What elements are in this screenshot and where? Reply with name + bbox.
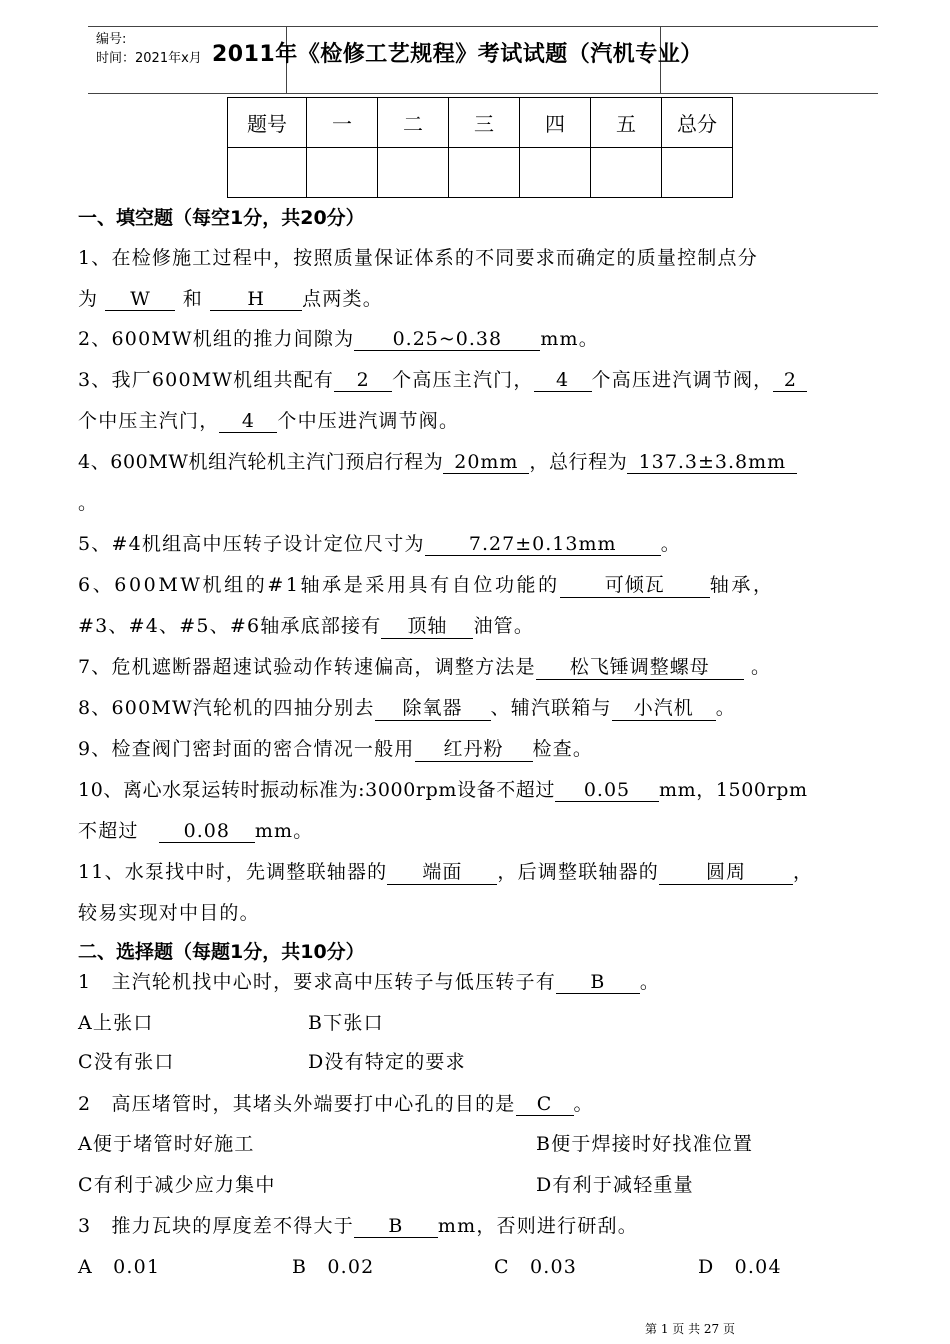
answer-blank: B [354,1215,438,1238]
document-title: 2011年《检修工艺规程》考试试题（汽机专业） [212,42,703,67]
score-header-cell: 五 [591,98,662,148]
answer-blank: 20mm [443,451,529,474]
answer-blank: B [556,971,640,994]
score-cell[interactable] [520,148,591,198]
score-cell[interactable] [662,148,733,198]
answer-blank: 圆周 [659,857,793,885]
choice-question-1: 1 主汽轮机找中心时，要求高中压转子与低压转子有 B 。 [78,971,661,993]
answer-blank: 4 [219,410,277,433]
score-table [227,97,733,198]
header-code-label: 编号: [96,32,127,47]
score-cell[interactable] [591,148,662,198]
answer-blank: 红丹粉 [415,734,533,762]
score-header-cell: 总分 [662,98,733,148]
score-cell[interactable] [307,148,378,198]
answer-blank: 除氧器 [375,693,491,721]
score-cell[interactable] [228,148,307,198]
choice-option: A上张口 [78,1012,154,1034]
answer-blank: W [105,288,175,311]
header-top-rule [88,26,878,27]
score-header-cell: 二 [378,98,449,148]
answer-blank: 松飞锤调整螺母 [536,652,744,680]
answer-blank: 顶轴 [381,611,473,639]
choice-option: D有利于减轻重量 [536,1174,694,1196]
question-9: 9、检查阀门密封面的密合情况一般用 红丹粉 检查。 [78,734,593,762]
question-5: 5、#4机组高中压转子设计定位尺寸为 7.27±0.13mm 。 [78,533,681,555]
question-1-line2: 为 W 和 H 点两类。 [78,288,383,310]
question-7: 7、危机遮断器超速试验动作转速偏高，调整方法是 松飞锤调整螺母 。 [78,652,771,680]
answer-blank: 0.08 [159,820,255,843]
score-cell[interactable] [449,148,520,198]
question-6-line2: #3、#4、#5、#6轴承底部接有 顶轴 油管。 [78,611,534,639]
page-number: 第 1 页 共 27 页 [645,1322,735,1336]
choice-option: B 0.02 [292,1256,375,1278]
section2-title: 二、选择题（每题1分，共10分） [78,941,365,963]
answer-blank: 2 [334,369,392,392]
answer-blank: 137.3±3.8mm [627,451,797,474]
score-cell[interactable] [378,148,449,198]
choice-option: C有利于减少应力集中 [78,1174,276,1196]
choice-question-3: 3 推力瓦块的厚度差不得大于 B mm，否则进行研刮。 [78,1215,638,1237]
header-bottom-rule [88,93,878,94]
section1-title: 一、填空题（每空1分，共20分） [78,207,365,229]
header-time-label: 时间：2021年x月 [96,51,202,66]
answer-blank: 端面 [387,857,497,885]
question-3-line2: 个中压主汽门， 4 个中压进汽调节阀。 [78,410,460,432]
question-11-line1: 11、水泵找中时，先调整联轴器的 端面 ，后调整联轴器的 圆周 ， [78,857,813,885]
choice-option: A 0.01 [78,1256,161,1278]
score-header-cell: 三 [449,98,520,148]
question-6-line1: 6、600MW机组的#1轴承是采用具有自位功能的 可倾瓦 轴承， [78,570,775,598]
choice-option: D 0.04 [698,1256,782,1278]
choice-option: C 0.03 [494,1256,578,1278]
choice-option: C没有张口 [78,1051,175,1073]
question-10-line2: 不超过 0.08 mm。 [78,820,314,842]
question-4-tail: 。 [78,492,99,514]
score-header-cell: 一 [307,98,378,148]
choice-option: B便于焊接时好找准位置 [536,1133,754,1155]
answer-blank: 可倾瓦 [560,570,710,598]
question-1-line1: 1、在检修施工过程中，按照质量保证体系的不同要求而确定的质量控制点分 [78,247,758,269]
question-10-line1: 10、离心水泵运转时振动标准为:3000rpm设备不超过 0.05 mm，1500rpm [78,779,808,801]
question-4: 4、600MW机组汽轮机主汽门预启行程为 20mm ，总行程为 137.3±3.8mm [78,447,797,474]
answer-blank: 0.25~0.38 [354,328,540,351]
answer-blank: 2 [773,369,807,392]
answer-blank: H [210,288,302,311]
choice-question-2: 2 高压堵管时，其堵头外端要打中心孔的目的是 C 。 [78,1093,594,1115]
choice-option: B下张口 [308,1012,384,1034]
question-3-line1: 3、我厂600MW机组共配有 2 个高压主汽门， 4 个高压进汽调节阀， 2 [78,365,807,392]
answer-blank: 0.05 [555,779,659,802]
answer-blank: 7.27±0.13mm [425,533,661,556]
question-8: 8、600MW汽轮机的四抽分别去 除氧器 、辅汽联箱与 小汽机 。 [78,693,736,721]
answer-blank: 4 [534,369,592,392]
score-header-cell: 题号 [228,98,307,148]
question-2: 2、600MW机组的推力间隙为 0.25~0.38 mm。 [78,328,599,350]
question-11-line2: 较易实现对中目的。 [78,902,260,924]
choice-option: D没有特定的要求 [308,1051,466,1073]
answer-blank: 小汽机 [612,693,716,721]
answer-blank: C [516,1093,574,1116]
choice-option: A便于堵管时好施工 [78,1133,255,1155]
score-header-cell: 四 [520,98,591,148]
